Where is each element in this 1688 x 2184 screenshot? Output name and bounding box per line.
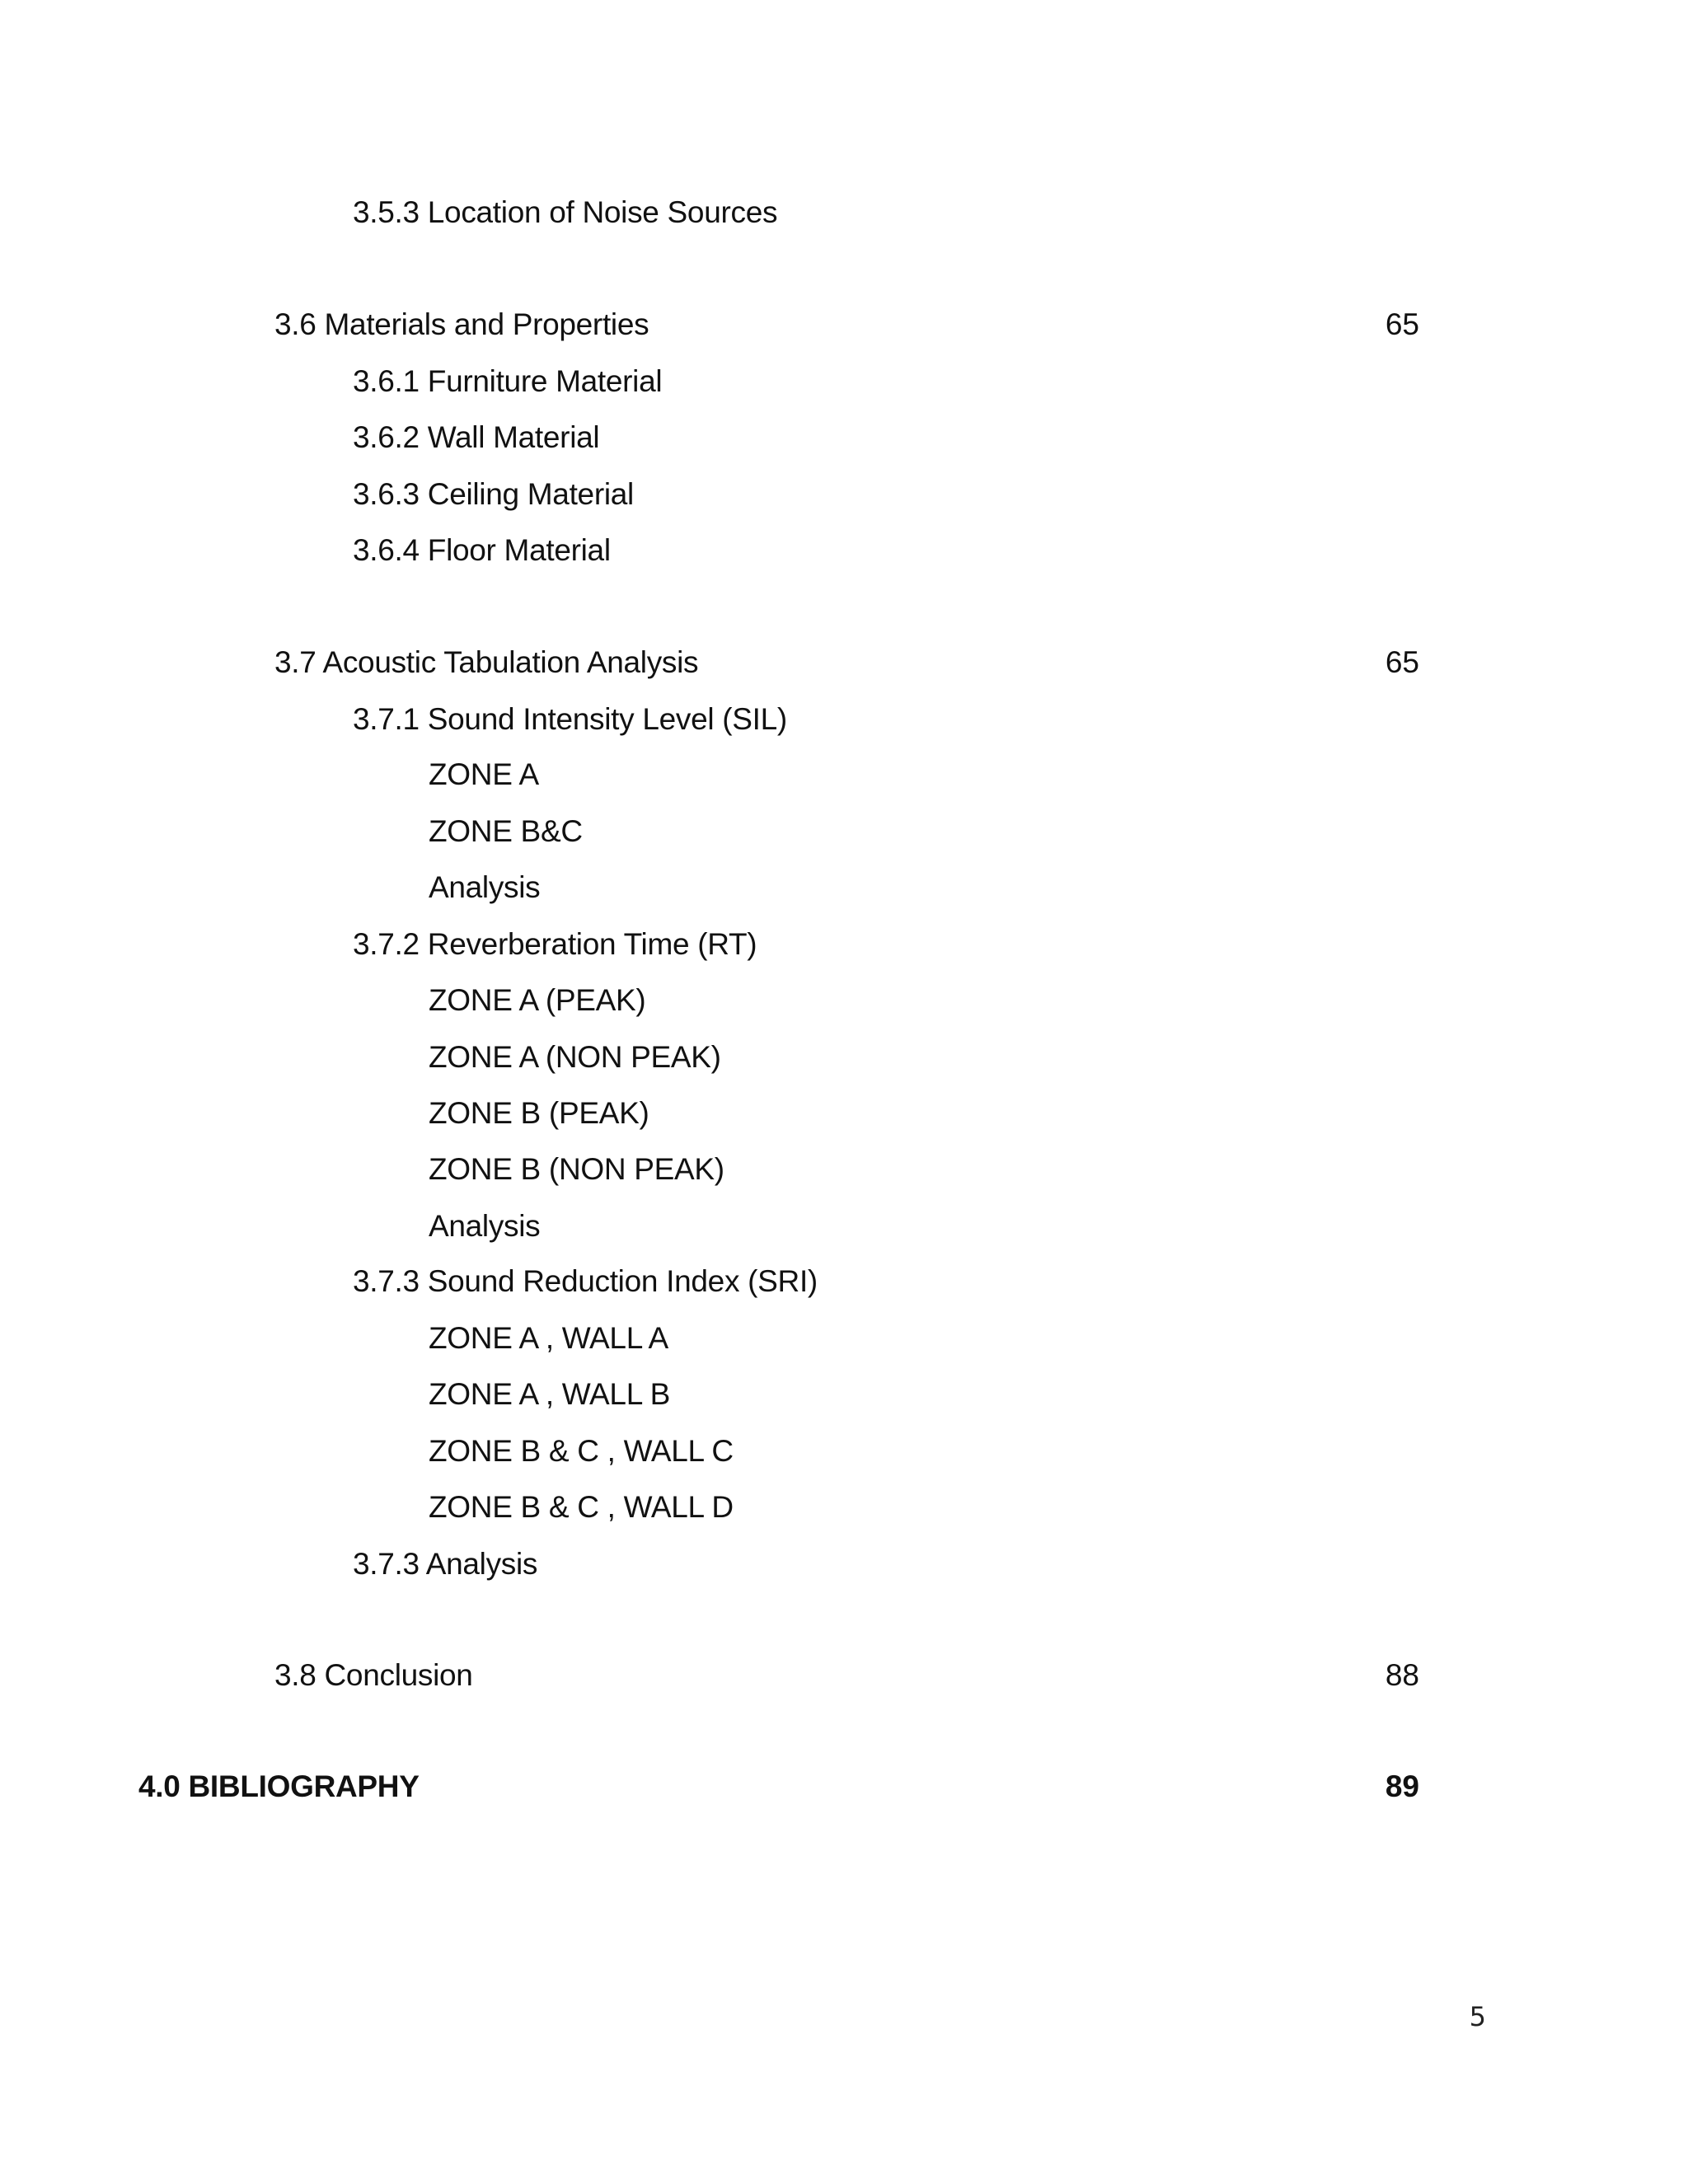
toc-entry-3-7-1-zone-a: ZONE A [429,757,539,791]
toc-entry-3-7-1-analysis: Analysis [429,870,541,904]
toc-entry-3-5-3: 3.5.3 Location of Noise Sources [353,195,778,229]
toc-entry-3-7-3-zone-bc-wall-c: ZONE B & C , WALL C [429,1434,734,1468]
toc-page-3-8: 88 [1385,1658,1419,1692]
toc-entry-3-7-2: 3.7.2 Reverberation Time (RT) [353,927,757,961]
toc-entry-3-7-2-zone-b-non-peak: ZONE B (NON PEAK) [429,1152,724,1186]
toc-entry-3-7-3-zone-bc-wall-d: ZONE B & C , WALL D [429,1490,734,1524]
toc-entry-3-7: 3.7 Acoustic Tabulation Analysis [274,645,699,679]
toc-entry-3-7-3-zone-a-wall-b: ZONE A , WALL B [429,1377,670,1411]
toc-entry-3-7-1: 3.7.1 Sound Intensity Level (SIL) [353,702,787,736]
toc-entry-3-7-1-zone-bc: ZONE B&C [429,814,583,848]
toc-entry-3-7-3-zone-a-wall-a: ZONE A , WALL A [429,1321,668,1355]
toc-entry-3-7-3: 3.7.3 Sound Reduction Index (SRI) [353,1264,818,1298]
toc-entry-3-6-2: 3.6.2 Wall Material [353,420,600,454]
toc-entry-3-7-2-analysis: Analysis [429,1209,541,1243]
toc-entry-3-7-3-analysis: 3.7.3 Analysis [353,1547,538,1581]
toc-entry-3-6-1: 3.6.1 Furniture Material [353,364,663,398]
toc-page-4-0: 89 [1385,1769,1419,1803]
toc-page-3-7: 65 [1385,645,1419,679]
toc-entry-3-7-2-zone-a-non-peak: ZONE A (NON PEAK) [429,1040,721,1074]
toc-page-3-6: 65 [1385,307,1419,341]
toc-entry-3-6: 3.6 Materials and Properties [274,307,649,341]
toc-entry-4-0: 4.0 BIBLIOGRAPHY [138,1769,420,1803]
toc-entry-3-6-4: 3.6.4 Floor Material [353,533,611,567]
toc-entry-3-7-2-zone-a-peak: ZONE A (PEAK) [429,983,646,1017]
toc-entry-3-7-2-zone-b-peak: ZONE B (PEAK) [429,1096,649,1130]
page-number: 5 [1469,2001,1486,2032]
toc-entry-3-6-3: 3.6.3 Ceiling Material [353,477,634,511]
toc-entry-3-8: 3.8 Conclusion [274,1658,473,1692]
